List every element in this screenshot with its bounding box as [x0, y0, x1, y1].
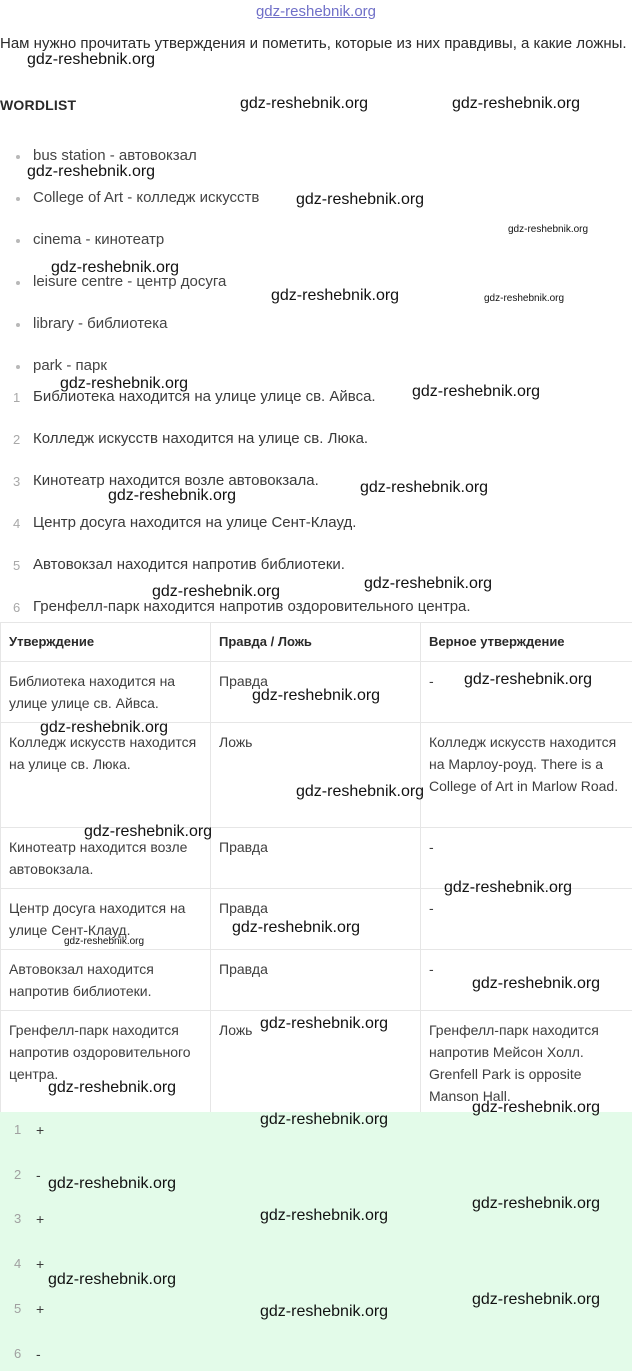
table-cell-verdict: Ложь	[211, 723, 421, 828]
wordlist-heading: WORDLIST	[0, 97, 77, 113]
bullet-icon	[16, 155, 20, 159]
watermark: gdz-reshebnik.org	[444, 879, 573, 896]
wordlist-item-text: park - парк	[33, 357, 107, 374]
wordlist-item-text: library - библиотека	[33, 315, 168, 332]
watermark: gdz-reshebnik.org	[472, 975, 601, 992]
wordlist-item	[0, 188, 259, 230]
watermark: gdz-reshebnik.org	[464, 671, 593, 688]
table-cell-statement: Центр досуга находится на улице Сент-Клауд.	[1, 889, 211, 950]
table-cell-statement: Кинотеатр находится возле автовокзала.	[1, 828, 211, 889]
watermark: gdz-reshebnik.org	[296, 191, 425, 208]
watermark: gdz-reshebnik.org	[508, 224, 589, 235]
task-intro: Нам нужно прочитать утверждения и пометить, которые из них правдивы, а какие ложны.	[0, 35, 627, 52]
wordlist-item-text: cinema - кинотеатр	[33, 231, 165, 248]
answer-mark: +	[36, 1301, 45, 1317]
statement-number: 1	[13, 390, 21, 405]
wordlist-item	[0, 272, 259, 314]
watermark: gdz-reshebnik.org	[260, 1303, 389, 1320]
watermark: gdz-reshebnik.org	[40, 719, 169, 736]
watermark: gdz-reshebnik.org	[296, 783, 425, 800]
bullet-icon	[16, 365, 20, 369]
statements-list	[0, 387, 471, 639]
column-header: Утверждение	[1, 623, 211, 662]
watermark: gdz-reshebnik.org	[364, 575, 493, 592]
statement-number: 5	[13, 558, 21, 573]
answer-number: 5	[14, 1301, 22, 1316]
statement-text: Библиотека находится на улице улице св. Айвса.	[33, 388, 376, 405]
watermark: gdz-reshebnik.org	[64, 936, 145, 947]
table-cell-correct: -	[421, 828, 632, 889]
table-header-row	[1, 623, 632, 662]
table-cell-verdict: Правда	[211, 828, 421, 889]
table-cell-correct: Гренфелл-парк находится напротив Мейсон Холл. Grenfell Park is opposite Manson Hall.	[421, 1011, 632, 1116]
watermark: gdz-reshebnik.org	[271, 287, 400, 304]
answer-number: 1	[14, 1122, 22, 1137]
watermark: gdz-reshebnik.org	[484, 293, 565, 304]
table-row	[1, 723, 632, 828]
watermark: gdz-reshebnik.org	[27, 163, 156, 180]
table-cell-verdict: Правда	[211, 662, 421, 723]
watermark: gdz-reshebnik.org	[60, 375, 189, 392]
watermark: gdz-reshebnik.org	[412, 383, 541, 400]
watermark: gdz-reshebnik.org	[472, 1099, 601, 1116]
watermark: gdz-reshebnik.org	[452, 95, 581, 112]
answer-mark: +	[36, 1256, 45, 1272]
table-cell-correct: -	[421, 662, 632, 723]
watermark: gdz-reshebnik.org	[232, 919, 361, 936]
answer-mark: -	[36, 1167, 41, 1183]
answer-mark: +	[36, 1211, 45, 1227]
table-cell-statement: Колледж искусств находится на улице св. Люка.	[1, 723, 211, 828]
statement-text: Кинотеатр находится возле автовокзала.	[33, 472, 319, 489]
statement-item	[0, 513, 471, 555]
table-cell-verdict: Правда	[211, 950, 421, 1011]
wordlist-item-text: leisure centre - центр досуга	[33, 273, 227, 290]
table-cell-statement: Гренфелл-парк находится напротив оздоровительного центра.	[1, 1011, 211, 1116]
statement-text: Колледж искусств находится на улице св. Люка.	[33, 430, 369, 447]
wordlist-item	[0, 314, 259, 356]
table-cell-statement: Автовокзал находится напротив библиотеки.	[1, 950, 211, 1011]
watermark: gdz-reshebnik.org	[48, 1175, 177, 1192]
answer-mark: -	[36, 1346, 41, 1362]
site-header-link[interactable]: gdz-reshebnik.org	[255, 3, 377, 20]
watermark: gdz-reshebnik.org	[84, 823, 213, 840]
statement-item	[0, 387, 471, 429]
table-cell-correct: -	[421, 950, 632, 1011]
answer-number: 3	[14, 1211, 22, 1226]
answer-number: 6	[14, 1346, 22, 1361]
bullet-icon	[16, 323, 20, 327]
table-cell-correct: -	[421, 889, 632, 950]
answer-number: 2	[14, 1167, 22, 1182]
watermark: gdz-reshebnik.org	[152, 583, 281, 600]
bullet-icon	[16, 239, 20, 243]
watermark: gdz-reshebnik.org	[260, 1207, 389, 1224]
watermark: gdz-reshebnik.org	[260, 1015, 389, 1032]
watermark: gdz-reshebnik.org	[240, 95, 369, 112]
watermark: gdz-reshebnik.org	[27, 51, 156, 68]
answers-list	[0, 1112, 632, 1371]
statement-text: Гренфелл-парк находится напротив оздоровительного центра.	[33, 598, 471, 615]
statement-number: 6	[13, 600, 21, 615]
watermark: gdz-reshebnik.org	[252, 687, 381, 704]
statement-number: 2	[13, 432, 21, 447]
watermark: gdz-reshebnik.org	[360, 479, 489, 496]
wordlist-item-text: bus station - автовокзал	[33, 147, 197, 164]
statement-item	[0, 429, 471, 471]
watermark: gdz-reshebnik.org	[51, 259, 180, 276]
statement-number: 3	[13, 474, 21, 489]
watermark: gdz-reshebnik.org	[260, 1111, 389, 1128]
statement-text: Центр досуга находится на улице Сент-Клауд.	[33, 514, 357, 531]
watermark: gdz-reshebnik.org	[48, 1271, 177, 1288]
table-cell-verdict: Правда	[211, 889, 421, 950]
watermark: gdz-reshebnik.org	[472, 1291, 601, 1308]
statement-text: Автовокзал находится напротив библиотеки.	[33, 556, 345, 573]
table-cell-statement: Библиотека находится на улице улице св. Айвса.	[1, 662, 211, 723]
column-header: Правда / Ложь	[211, 623, 421, 662]
bullet-icon	[16, 197, 20, 201]
bullet-icon	[16, 281, 20, 285]
wordlist-item-text: College of Art - колледж искусств	[33, 189, 260, 206]
watermark: gdz-reshebnik.org	[48, 1079, 177, 1096]
table-cell-verdict: Ложь	[211, 1011, 421, 1116]
statement-number: 4	[13, 516, 21, 531]
answer-number: 4	[14, 1256, 22, 1271]
answer-mark: +	[36, 1122, 45, 1138]
table-cell-correct: Колледж искусств находится на Марлоу-роуд. There is a College of Art in Marlow Road.	[421, 723, 632, 828]
watermark: gdz-reshebnik.org	[108, 487, 237, 504]
watermark: gdz-reshebnik.org	[472, 1195, 601, 1212]
column-header: Верное утверждение	[421, 623, 632, 662]
